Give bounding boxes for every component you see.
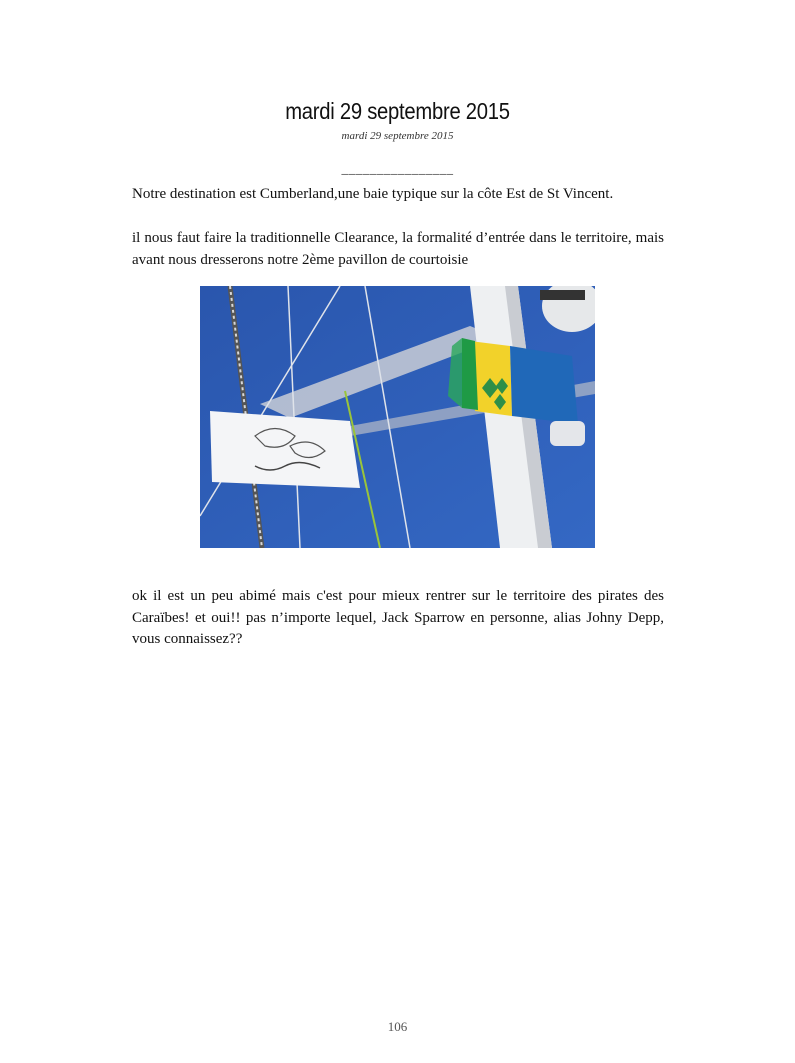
page-number: 106 [387,1019,408,1034]
flags-photo [200,286,595,548]
svg-flag-blue [510,346,578,424]
paragraph-destination: Notre destination est Cumberland,une baie typique sur la côte Est de St Vincent. [132,186,614,202]
page-subtitle: mardi 29 septembre 2015 [341,130,454,142]
white-flag [210,411,360,488]
radar-label [540,290,585,300]
page-title: mardi 29 septembre 2015 [285,98,510,124]
mast-fitting [550,421,585,446]
separator-line: ________________ [341,161,454,176]
paragraph-pirates: ok il est un peu abimé mais c'est pour mieux rentrer sur le territoire des pirates des Caraïbes! et oui!! pas n’importe lequel, Jack Sparrow en personne, alias Johny Depp, vous connaissez?? [132,588,664,647]
paragraph-clearance: il nous faut faire la traditionnelle Clearance, la formalité d’entrée dans le territoire, mais avant nous dresserons notre 2ème pavillon de courtoisie [132,230,664,268]
